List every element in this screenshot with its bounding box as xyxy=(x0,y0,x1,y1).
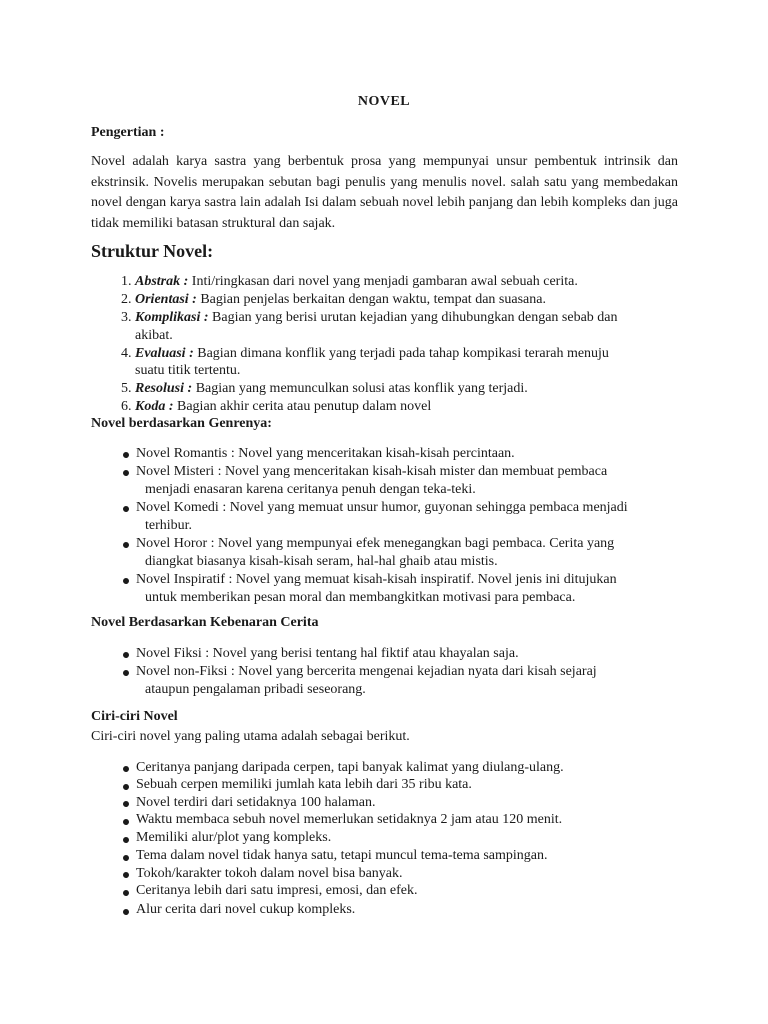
ciri-heading: Ciri-ciri Novel xyxy=(91,709,178,724)
list-item: Ceritanya panjang daripada cerpen, tapi banyak kalimat yang diulang-ulang. xyxy=(136,760,564,775)
item-term: Koda : xyxy=(135,399,174,414)
bullet-icon xyxy=(123,872,129,878)
item-continuation: menjadi enasaran karena ceritanya penuh dengan teka-teki. xyxy=(145,482,476,497)
item-term: Komplikasi : xyxy=(135,310,209,325)
item-text: Bagian yang memunculkan solusi atas konflik yang terjadi. xyxy=(195,381,528,396)
item-term: Evaluasi : xyxy=(135,346,194,361)
ciri-intro: Ciri-ciri novel yang paling utama adalah sebagai berikut. xyxy=(91,729,410,744)
list-item: Novel Horor : Novel yang mempunyai efek menegangkan bagi pembaca. Cerita yang xyxy=(136,536,615,551)
list-item: Tokoh/karakter tokoh dalam novel bisa banyak. xyxy=(136,866,403,881)
item-continuation: terhibur. xyxy=(145,518,193,533)
bullet-icon xyxy=(123,578,129,584)
list-item: Novel Romantis : Novel yang menceritakan kisah-kisah percintaan. xyxy=(136,446,515,461)
bullet-icon xyxy=(123,819,129,825)
item-number: 6. xyxy=(121,399,132,414)
item-term: Orientasi : xyxy=(135,292,197,307)
list-item xyxy=(121,291,546,309)
bullet-icon xyxy=(123,470,129,476)
document-title: NOVEL xyxy=(357,94,411,109)
list-item: Memiliki alur/plot yang kompleks. xyxy=(136,830,332,845)
bullet-icon xyxy=(123,801,129,807)
list-item xyxy=(121,309,618,327)
bullet-icon xyxy=(123,890,129,896)
item-continuation: suatu titik tertentu. xyxy=(135,363,241,378)
list-item: Novel Komedi : Novel yang memuat unsur humor, guyonan sehingga pembaca menjadi xyxy=(136,500,628,515)
bullet-icon xyxy=(123,766,129,772)
bullet-icon xyxy=(123,542,129,548)
list-item: Waktu membaca sebuh novel memerlukan setidaknya 2 jam atau 120 menit. xyxy=(136,812,563,827)
list-item: Novel Misteri : Novel yang menceritakan kisah-kisah mister dan membuat pembaca xyxy=(136,464,608,479)
list-item xyxy=(121,273,578,291)
list-item: Novel Inspiratif : Novel yang memuat kisah-kisah inspiratif. Novel jenis ini ditujukan xyxy=(136,572,617,587)
item-number: 4. xyxy=(121,346,132,361)
bullet-icon xyxy=(123,855,129,861)
item-text: Bagian penjelas berkaitan dengan waktu, tempat dan suasana. xyxy=(200,292,546,307)
list-item: Alur cerita dari novel cukup kompleks. xyxy=(136,902,356,917)
list-item xyxy=(121,398,431,416)
list-item: Novel terdiri dari setidaknya 100 halaman. xyxy=(136,795,376,810)
item-number: 3. xyxy=(121,310,132,325)
bullet-icon xyxy=(123,506,129,512)
bullet-icon xyxy=(123,452,129,458)
item-number: 5. xyxy=(121,381,132,396)
bullet-icon xyxy=(123,670,129,676)
struktur-heading: Struktur Novel: xyxy=(91,241,214,261)
bullet-icon xyxy=(123,784,129,790)
list-item: Ceritanya lebih dari satu impresi, emosi, dan efek. xyxy=(136,883,418,898)
item-number: 2. xyxy=(121,292,132,307)
item-text: Inti/ringkasan dari novel yang menjadi gambaran awal sebuah cerita. xyxy=(191,274,578,289)
item-continuation: untuk memberikan pesan moral dan membangkitkan motivasi para pembaca. xyxy=(145,590,576,605)
item-text: Bagian yang berisi urutan kejadian yang dihubungkan dengan sebab dan xyxy=(212,310,618,325)
item-number: 1. xyxy=(121,274,132,289)
list-item xyxy=(121,345,609,363)
bullet-icon xyxy=(123,909,129,915)
item-term: Abstrak : xyxy=(135,274,189,289)
item-text: Bagian dimana konflik yang terjadi pada tahap kompikasi terarah menuju xyxy=(197,346,609,361)
genre-heading: Novel berdasarkan Genrenya: xyxy=(91,416,272,431)
kebenaran-heading: Novel Berdasarkan Kebenaran Cerita xyxy=(91,615,319,630)
list-item: Novel Fiksi : Novel yang berisi tentang hal fiktif atau khayalan saja. xyxy=(136,646,519,661)
list-item: Novel non-Fiksi : Novel yang bercerita mengenai kejadian nyata dari kisah sejaraj xyxy=(136,664,597,679)
item-continuation: ataupun pengalaman pribadi seseorang. xyxy=(145,682,366,697)
list-item xyxy=(121,380,528,398)
list-item: Sebuah cerpen memiliki jumlah kata lebih dari 35 ribu kata. xyxy=(136,777,472,792)
pengertian-paragraph: Novel adalah karya sastra yang berbentuk prosa yang mempunyai unsur pembentuk intrinsik dan ekstrinsik. Novelis merupakan sebutan bagi penulis yang menulis novel. salah satu yang membedakan novel dengan karya sastra lain adalah Isi dalam sebuah novel lebih panjang dan lebih kompleks dan juga tidak memiliki batasan struktural dan sajak. xyxy=(91,154,678,231)
item-text: Bagian akhir cerita atau penutup dalam novel xyxy=(177,399,432,414)
item-term: Resolusi : xyxy=(135,381,193,396)
pengertian-heading: Pengertian : xyxy=(91,125,165,140)
bullet-icon xyxy=(123,652,129,658)
bullet-icon xyxy=(123,837,129,843)
item-continuation: diangkat biasanya kisah-kisah seram, hal-hal ghaib atau mistis. xyxy=(145,554,498,569)
list-item: Tema dalam novel tidak hanya satu, tetapi muncul tema-tema sampingan. xyxy=(136,848,548,863)
item-continuation: akibat. xyxy=(135,328,173,343)
